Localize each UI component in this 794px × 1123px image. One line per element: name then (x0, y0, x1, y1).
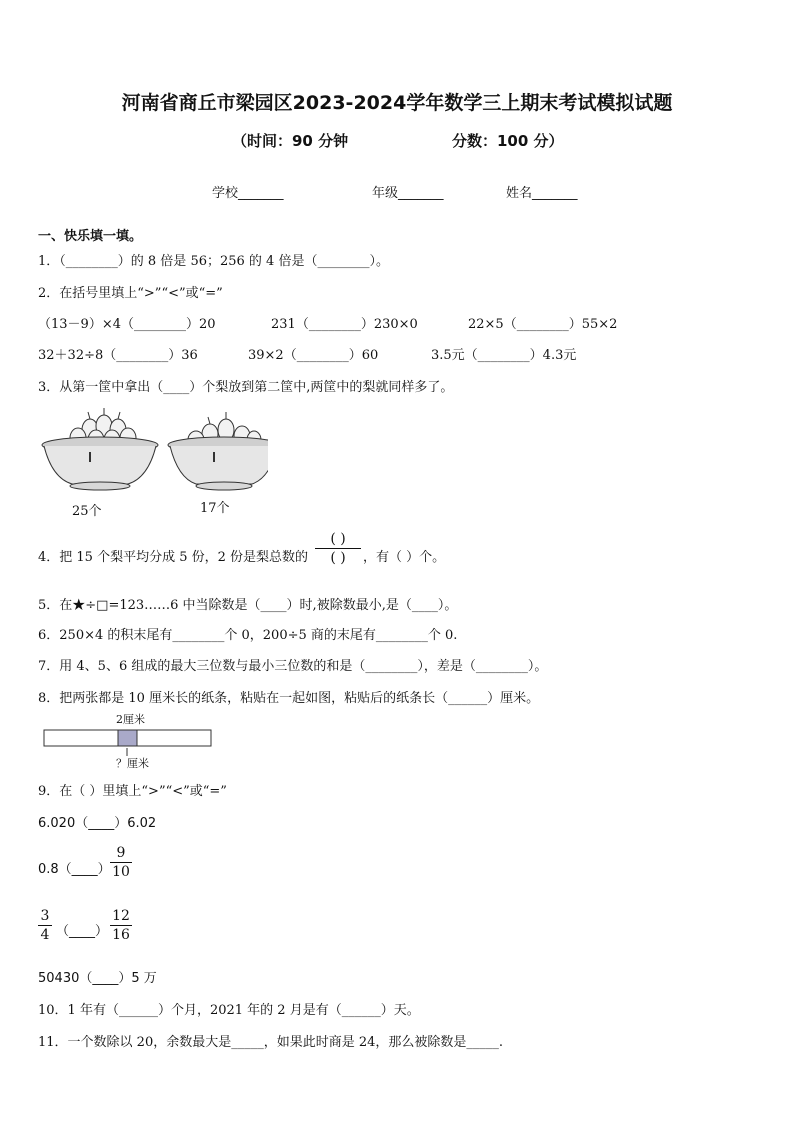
q9-c-fraction-left (38, 908, 52, 943)
q4-denominator: ( ) (330, 550, 346, 566)
q9-b-fraction (110, 845, 132, 880)
numerator: 12 (112, 908, 130, 924)
pear-baskets-figure (38, 400, 268, 500)
q2-item-2: 231（________）230×0 (271, 317, 418, 332)
numerator: 3 (40, 908, 50, 924)
basket-2-label: 17个 (200, 501, 230, 516)
question-2: 2．在括号里填上“>”“<”或“=” (38, 286, 223, 301)
q2-item-4: 32＋32÷8（________）36 (38, 348, 198, 363)
q9-item-d: 50430（____）5 万 (38, 971, 157, 986)
question-5: 5．在★÷□=123……6 中当除数是（____）时,被除数最小,是（____）。 (38, 598, 458, 613)
denominator: 4 (40, 927, 50, 943)
question-4-end: ，有（ ）个。 (363, 550, 446, 565)
fraction-bar (110, 925, 132, 926)
q2-item-1: （13－9）×4（________）20 (38, 317, 216, 332)
page-title: 河南省商丘市梁园区2023-2024学年数学三上期末考试模拟试题 (121, 92, 673, 114)
denominator: 10 (112, 864, 130, 880)
exam-score: 分数：100 分） (452, 132, 564, 150)
q4-numerator: ( ) (330, 531, 346, 547)
basket-1-icon (42, 408, 158, 490)
q9-item-a: 6.020（____）6.02 (38, 816, 157, 831)
basket-2-icon (168, 412, 268, 490)
q9-c-fraction-right (110, 908, 132, 943)
q4-fraction (315, 531, 361, 566)
fraction-bar (315, 548, 361, 549)
q9-item-b: 0.8（____） (38, 862, 111, 877)
exam-time: （时间：90 分钟 (232, 132, 349, 150)
name-field: 姓名_______ (506, 186, 578, 201)
section-heading: 一、快乐填一填。 (38, 229, 143, 244)
question-1: 1．（________）的 8 倍是 56；256 的 4 倍是（________）。 (38, 254, 389, 269)
fraction-bar (110, 862, 132, 863)
fraction-bar (38, 925, 52, 926)
q8-bottom-label: ？厘米 (116, 757, 149, 770)
numerator: 9 (116, 845, 126, 861)
question-7: 7．用 4、5、6 组成的最大三位数与最小三位数的和是（________），差是（________）。 (38, 659, 548, 674)
question-10: 10．1 年有（______）个月，2021 年的 2 月是有（______）天。 (38, 1003, 420, 1018)
paper-strip-figure (40, 722, 216, 758)
basket-1-label: 25个 (72, 504, 102, 519)
question-9: 9．在（ ）里填上“>”“<”或“=” (38, 784, 227, 799)
denominator: 16 (112, 927, 130, 943)
q2-item-3: 22×5（________）55×2 (468, 317, 618, 332)
grade-field: 年级_______ (372, 186, 444, 201)
school-field: 学校_______ (212, 186, 284, 201)
question-4: 4．把 15 个梨平均分成 5 份，2 份是梨总数的 (38, 550, 309, 565)
q2-item-6: 3.5元（________）4.3元 (431, 348, 577, 363)
question-8: 8．把两张都是 10 厘米长的纸条，粘贴在一起如图，粘贴后的纸条长（______）厘米。 (38, 691, 540, 706)
q8-top-label: 2厘米 (116, 713, 145, 726)
q9-item-c: （____） (56, 924, 109, 939)
q2-item-5: 39×2（________）60 (248, 348, 379, 363)
question-11: 11．一个数除以 20，余数最大是_____，如果此时商是 24，那么被除数是_____. (38, 1035, 504, 1050)
question-6: 6．250×4 的积末尾有________个 0，200÷5 商的末尾有________个 0. (38, 628, 458, 643)
question-3: 3．从第一筐中拿出（____）个梨放到第二筐中,两筐中的梨就同样多了。 (38, 380, 454, 395)
